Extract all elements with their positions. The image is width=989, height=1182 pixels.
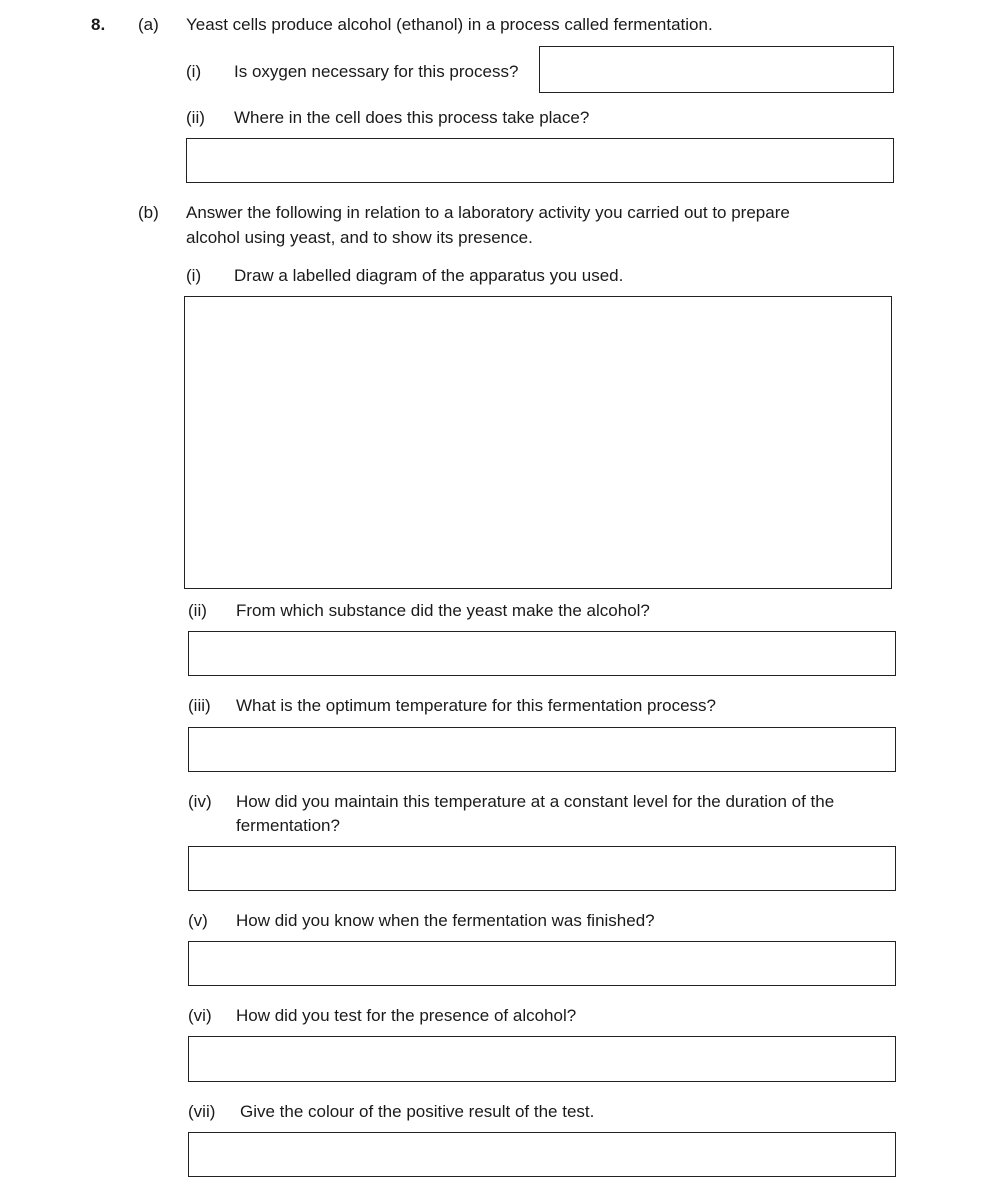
b-ii-question: From which substance did the yeast make the alcohol? — [236, 601, 650, 620]
b-vii-question: Give the colour of the positive result of the test. — [240, 1102, 595, 1121]
b-i-label: (i) — [186, 266, 202, 285]
b-vi-answer-box[interactable] — [188, 1036, 896, 1082]
b-i-question: Draw a labelled diagram of the apparatus you used. — [234, 266, 624, 285]
part-a-stem: Yeast cells produce alcohol (ethanol) in a process called fermentation. — [186, 15, 713, 34]
a-ii-label: (ii) — [186, 108, 205, 127]
b-iv-question-line1: How did you maintain this temperature at a constant level for the duration of the — [236, 792, 835, 811]
b-v-label: (v) — [188, 911, 208, 930]
part-b-label: (b) — [138, 203, 159, 222]
part-a-label: (a) — [138, 15, 159, 34]
part-b-stem-line2: alcohol using yeast, and to show its presence. — [186, 228, 533, 247]
b-iv-label: (iv) — [188, 792, 212, 811]
b-vii-answer-box[interactable] — [188, 1132, 896, 1177]
b-ii-label: (ii) — [188, 601, 207, 620]
b-iii-answer-box[interactable] — [188, 727, 896, 772]
a-ii-answer-box[interactable] — [186, 138, 894, 183]
a-i-question: Is oxygen necessary for this process? — [234, 62, 519, 81]
question-number: 8. — [91, 15, 106, 34]
b-v-question: How did you know when the fermentation was finished? — [236, 911, 655, 930]
a-i-label: (i) — [186, 62, 202, 81]
b-ii-answer-box[interactable] — [188, 631, 896, 676]
a-i-answer-box[interactable] — [539, 46, 894, 93]
b-vi-question: How did you test for the presence of alcohol? — [236, 1006, 577, 1025]
b-iii-label: (iii) — [188, 696, 211, 715]
b-iv-question-line2: fermentation? — [236, 816, 340, 835]
a-ii-question: Where in the cell does this process take place? — [234, 108, 590, 127]
b-i-diagram-box[interactable] — [184, 296, 892, 589]
b-vi-label: (vi) — [188, 1006, 212, 1025]
b-vii-label: (vii) — [188, 1102, 216, 1121]
part-b-stem-line1: Answer the following in relation to a laboratory activity you carried out to prepare — [186, 203, 790, 222]
b-iii-question: What is the optimum temperature for this fermentation process? — [236, 696, 716, 715]
b-iv-answer-box[interactable] — [188, 846, 896, 891]
b-v-answer-box[interactable] — [188, 941, 896, 986]
